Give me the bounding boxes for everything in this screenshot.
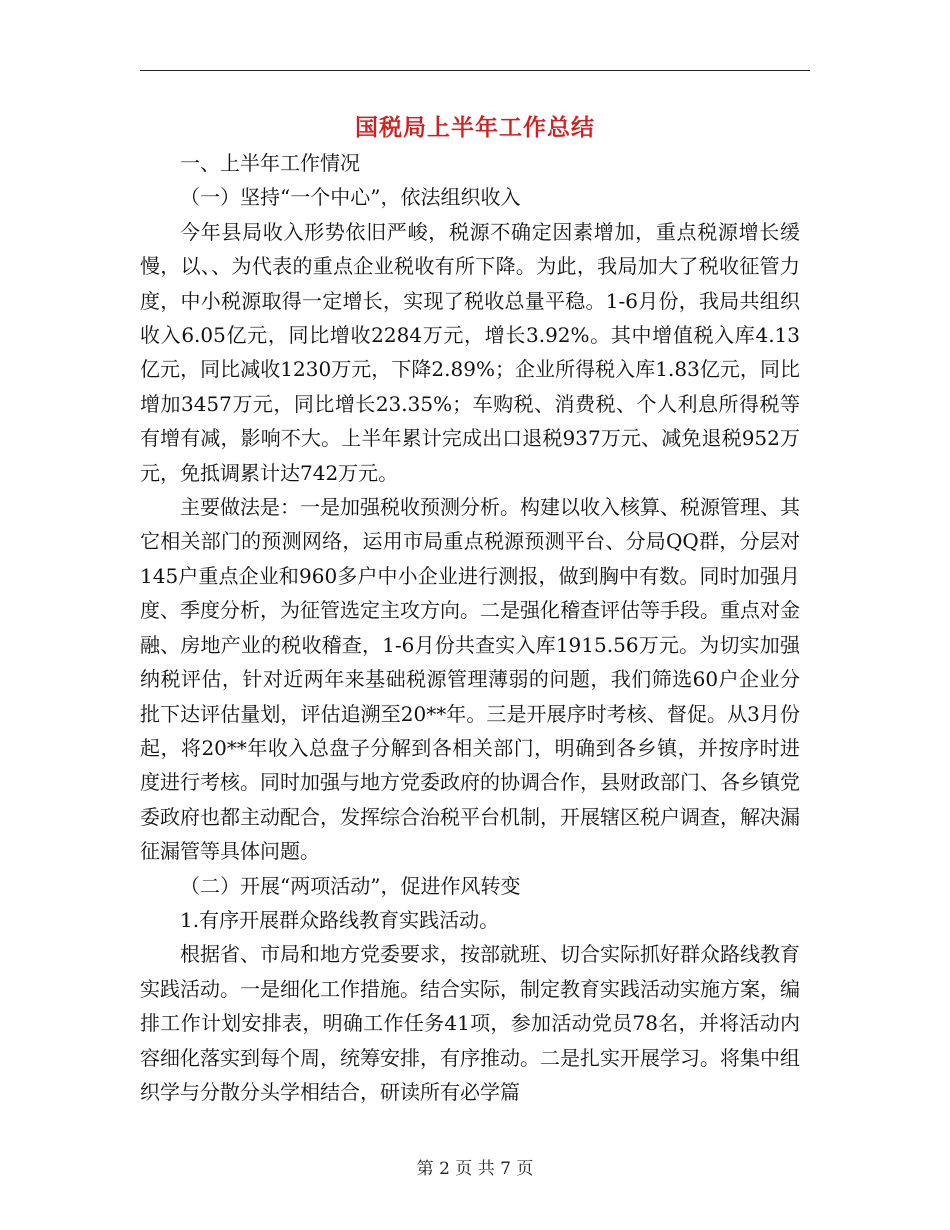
page-footer — [0, 1154, 950, 1179]
footer-prefix: 第 — [416, 1159, 434, 1179]
page-number: 2 — [439, 1159, 450, 1179]
footer-middle: 页 共 — [455, 1159, 495, 1179]
document-title: 国税局上半年工作总结 — [355, 114, 595, 141]
subsection-heading: （二）开展“两项活动”，促进作风转变 — [180, 873, 521, 898]
footer-suffix: 页 — [516, 1159, 534, 1179]
item-heading: 1.有序开展群众路线教育实践活动。 — [180, 907, 500, 932]
document-body — [140, 146, 800, 1109]
body-paragraph: 主要做法是：一是加强税收预测分析。构建以收入核算、税源管理、其它相关部门的预测网络，运用市局重点税源预测平台、分局QQ群，分层对145户重点企业和960多户中小企业进行测报，做到胸中有数。同时加强月度、季度分析，为征管选定主攻方向。二是强化稽查评估等手段。重点对金融、房地产业的税收稽查，1-6月份共查实入库1915.56万元。为切实加强纳税评估，针对近两年来基础税源管理薄弱的问题，我们筛选60户企业分批下达评估量划，评估追溯至20**年。三是开展序时考核、督促。从3月份起，将20**年收入总盘子分解到各相关部门，明确到各乡镇，并按序时进度进行考核。同时加强与地方党委政府的协调合作，县财政部门、各乡镇党委政府也都主动配合，发挥综合治税平台机制，开展辖区税户调查，解决漏征漏管等具体问题。 — [140, 495, 800, 864]
body-paragraph: 根据省、市局和地方党委要求，按部就班、切合实际抓好群众路线教育实践活动。一是细化工作措施。结合实际，制定教育实践活动实施方案，编排工作计划安排表，明确工作任务41项，参加活动党员78名，并将活动内容细化落实到每个周，统筹安排，有序推动。二是扎实开展学习。将集中组织学与分散分头学相结合，研读所有必学篇 — [140, 942, 800, 1104]
header-rule — [140, 70, 810, 71]
page-total: 7 — [500, 1159, 511, 1179]
body-paragraph: 今年县局收入形势依旧严峻，税源不确定因素增加，重点税源增长缓慢，以、、为代表的重点企业税收有所下降。为此，我局加大了税收征管力度，中小税源取得一定增长，实现了税收总量平稳。1-6月份，我局共组织收入6.05亿元，同比增收2284万元，增长3.92%。其中增值税入库4.13亿元，同比减收1230万元，下降2.89%；企业所得税入库1.83亿元，同比增加3457万元，同比增长23.35%；车购税、消费税、个人利息所得税等有增有减，影响不大。上半年累计完成出口退税937万元、减免退税952万元，免抵调累计达742万元。 — [140, 219, 800, 485]
section-heading: 一、上半年工作情况 — [180, 151, 360, 175]
subsection-heading: （一）坚持“一个中心”，依法组织收入 — [180, 185, 521, 210]
